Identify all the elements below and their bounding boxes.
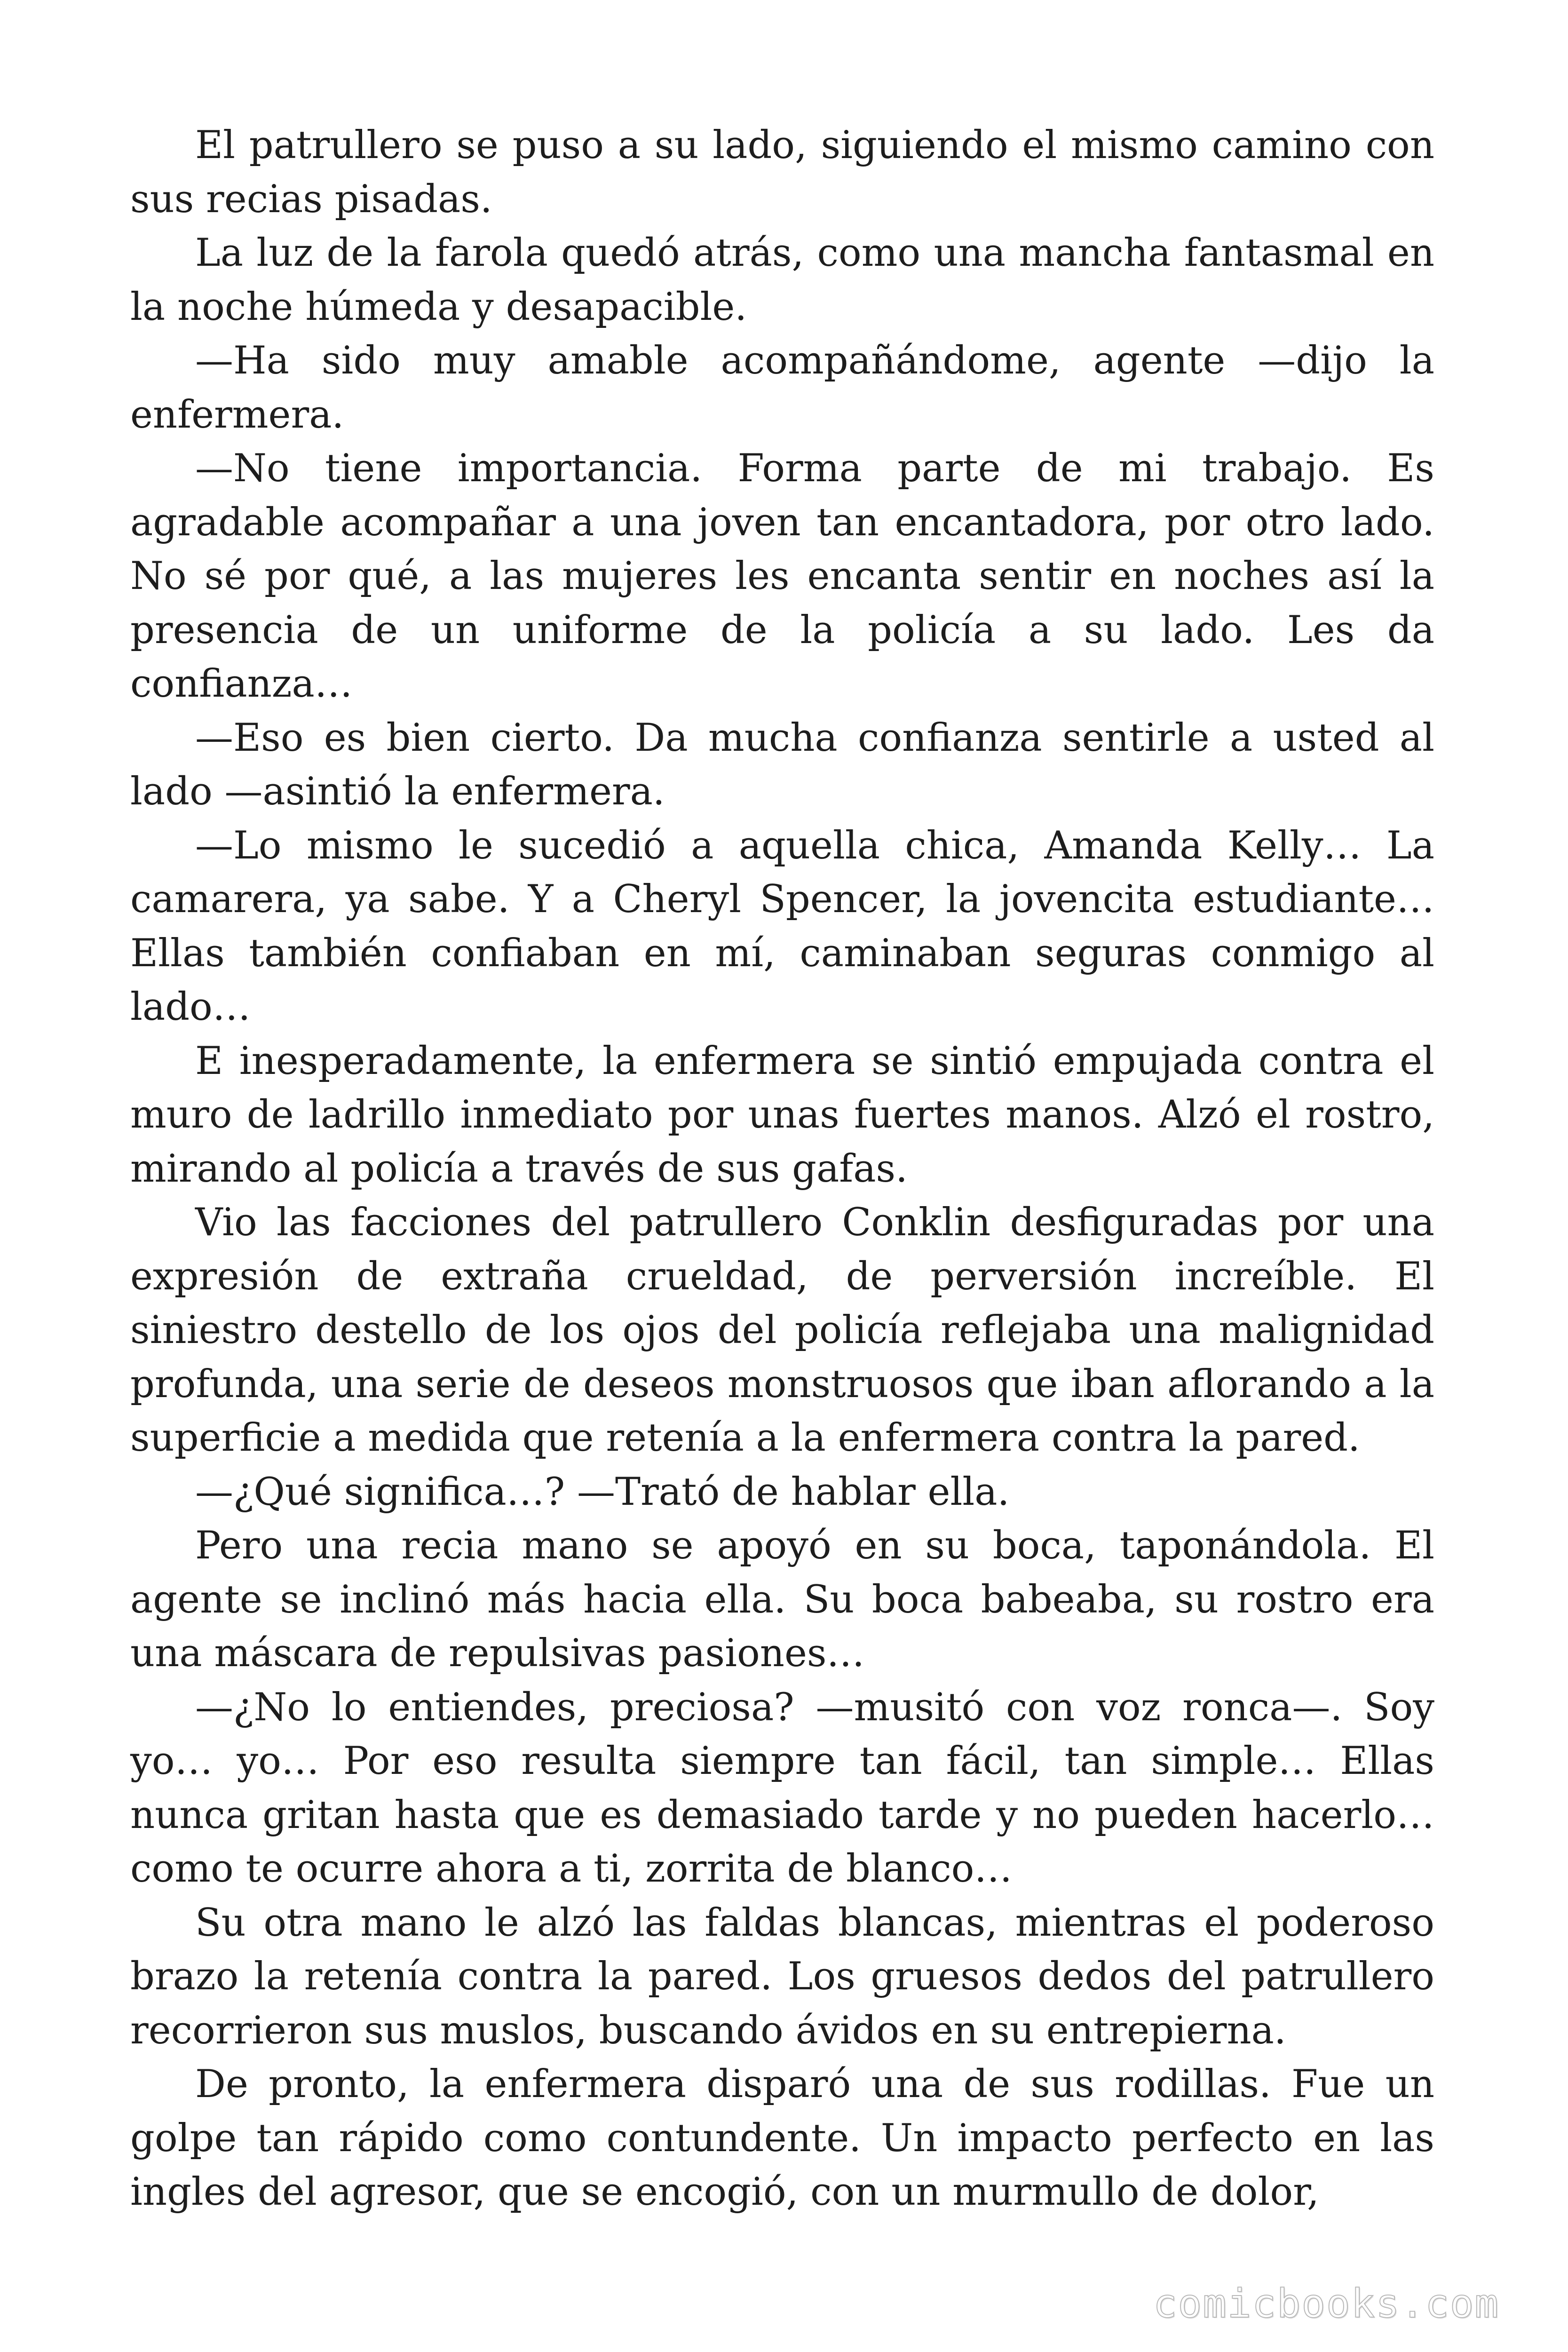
paragraph: —¿Qué significa…? —Trató de hablar ella.: [195, 1470, 1010, 1514]
paragraph: Su otra mano le alzó las faldas blancas, mientras el poderoso brazo la retenía contra la pared. Los gruesos dedos del patrullero recorrieron sus muslos, buscando ávidos en su entrepierna.: [130, 1900, 1434, 2053]
watermark: comicbooks.com: [1153, 2280, 1499, 2327]
paragraph: E inesperadamente, la enfermera se sintió empujada contra el muro de ladrillo inmediato por unas fuertes manos. Alzó el rostro, mirando al policía a través de sus gafas.: [130, 1039, 1434, 1191]
paragraph: El patrullero se puso a su lado, siguiendo el mismo camino con sus recias pisadas.: [130, 123, 1434, 222]
paragraph: —Eso es bien cierto. Da mucha confianza sentirle a usted al lado —asintió la enfermera.: [130, 715, 1434, 814]
paragraph: La luz de la farola quedó atrás, como una mancha fantasmal en la noche húmeda y desapacible.: [130, 231, 1434, 329]
paragraph: —No tiene importancia. Forma parte de mi trabajo. Es agradable acompañar a una joven tan encantadora, por otro lado. No sé por qué, a las mujeres les encanta sentir en noches así la presencia de un uniforme de la policía a su lado. Les da confianza…: [130, 446, 1434, 706]
paragraph: Pero una recia mano se apoyó en su boca, taponándola. El agente se inclinó más hacia ella. Su boca babeaba, su rostro era una máscara de repulsivas pasiones…: [130, 1524, 1434, 1676]
paragraph: Vio las facciones del patrullero Conklin desfiguradas por una expresión de extraña crueldad, de perversión increíble. El siniestro destello de los ojos del policía reflejaba una malignidad profunda, una serie de deseos monstruosos que iban aflorando a la superficie a medida que retenía a la enfermera contra la pared.: [130, 1200, 1434, 1460]
paragraph: —Ha sido muy amable acompañándome, agente —dijo la enfermera.: [130, 339, 1434, 437]
paragraph: —¿No lo entiendes, preciosa? —musitó con voz ronca—. Soy yo… yo… Por eso resulta siempre tan fácil, tan simple… Ellas nunca gritan hasta que es demasiado tarde y no pueden hacerlo… como te ocurre ahora a ti, zorrita de blanco…: [130, 1685, 1434, 1891]
paragraph: —Lo mismo le sucedió a aquella chica, Amanda Kelly… La camarera, ya sabe. Y a Cheryl Spencer, la jovencita estudiante… Ellas también confiaban en mí, caminaban seguras conmigo al lado…: [130, 823, 1434, 1029]
body-text: [130, 119, 1434, 2219]
paragraph-last: De pronto, la enfermera disparó una de sus rodillas. Fue un golpe tan rápido como contundente. Un impacto perfecto en las ingles del agresor, que se encogió, con un murmullo de dolor,: [130, 2062, 1434, 2214]
